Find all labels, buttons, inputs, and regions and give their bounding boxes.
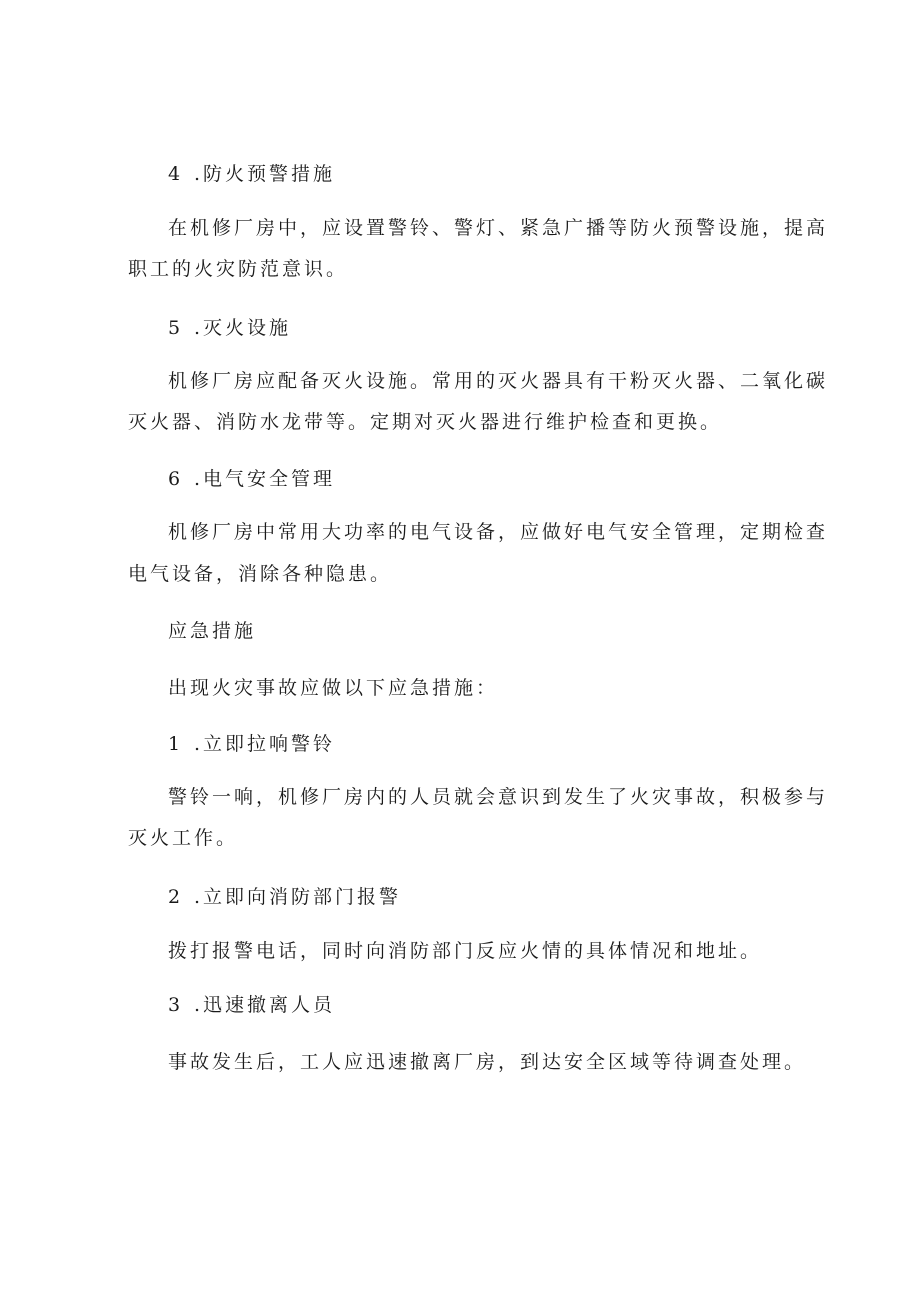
item-title: .立即向消防部门报警: [194, 886, 402, 908]
item-title: .迅速撤离人员: [194, 994, 336, 1016]
section-title: .防火预警措施: [194, 163, 336, 185]
paragraph-line: 在机修厂房中，应设置警铃、警灯、紧急广播等防火预警设施，提高: [168, 217, 829, 239]
emergency-item-heading-2: [168, 885, 401, 909]
paragraph-line: 机修厂房中常用大功率的电气设备，应做好电气安全管理，定期检查: [168, 521, 829, 543]
section-heading-6: [168, 467, 335, 491]
section-heading-4: [168, 162, 335, 186]
emergency-intro: 出现火灾事故应做以下应急措施：: [168, 677, 499, 699]
paragraph-line: 机修厂房应配备灭火设施。常用的灭火器具有干粉灭火器、二氧化碳: [168, 370, 829, 392]
paragraph-line: 拨打报警电话，同时向消防部门反应火情的具体情况和地址。: [168, 940, 763, 962]
emergency-item-heading-1: [168, 732, 335, 756]
emergency-heading: 应急措施: [168, 620, 257, 642]
paragraph-line: 灭火工作。: [128, 827, 239, 849]
paragraph-line: 职工的火灾防范意识。: [128, 258, 349, 280]
paragraph-line: 电气设备，消除各种隐患。: [128, 563, 393, 585]
paragraph-line: 警铃一响，机修厂房内的人员就会意识到发生了火灾事故，积极参与: [168, 786, 829, 808]
item-number: 1: [168, 733, 181, 755]
section-title: .电气安全管理: [194, 468, 336, 490]
section-number: 4: [168, 163, 181, 185]
item-number: 3: [168, 994, 181, 1016]
section-number: 6: [168, 468, 181, 490]
emergency-item-heading-3: [168, 993, 335, 1017]
section-heading-5: [168, 316, 291, 340]
item-number: 2: [168, 886, 181, 908]
paragraph-line: 事故发生后，工人应迅速撤离厂房，到达安全区域等待调查处理。: [168, 1051, 807, 1073]
paragraph-line: 灭火器、消防水龙带等。定期对灭火器进行维护检查和更换。: [128, 411, 723, 433]
item-title: .立即拉响警铃: [194, 733, 336, 755]
section-title: .灭火设施: [194, 317, 292, 339]
section-number: 5: [168, 317, 181, 339]
